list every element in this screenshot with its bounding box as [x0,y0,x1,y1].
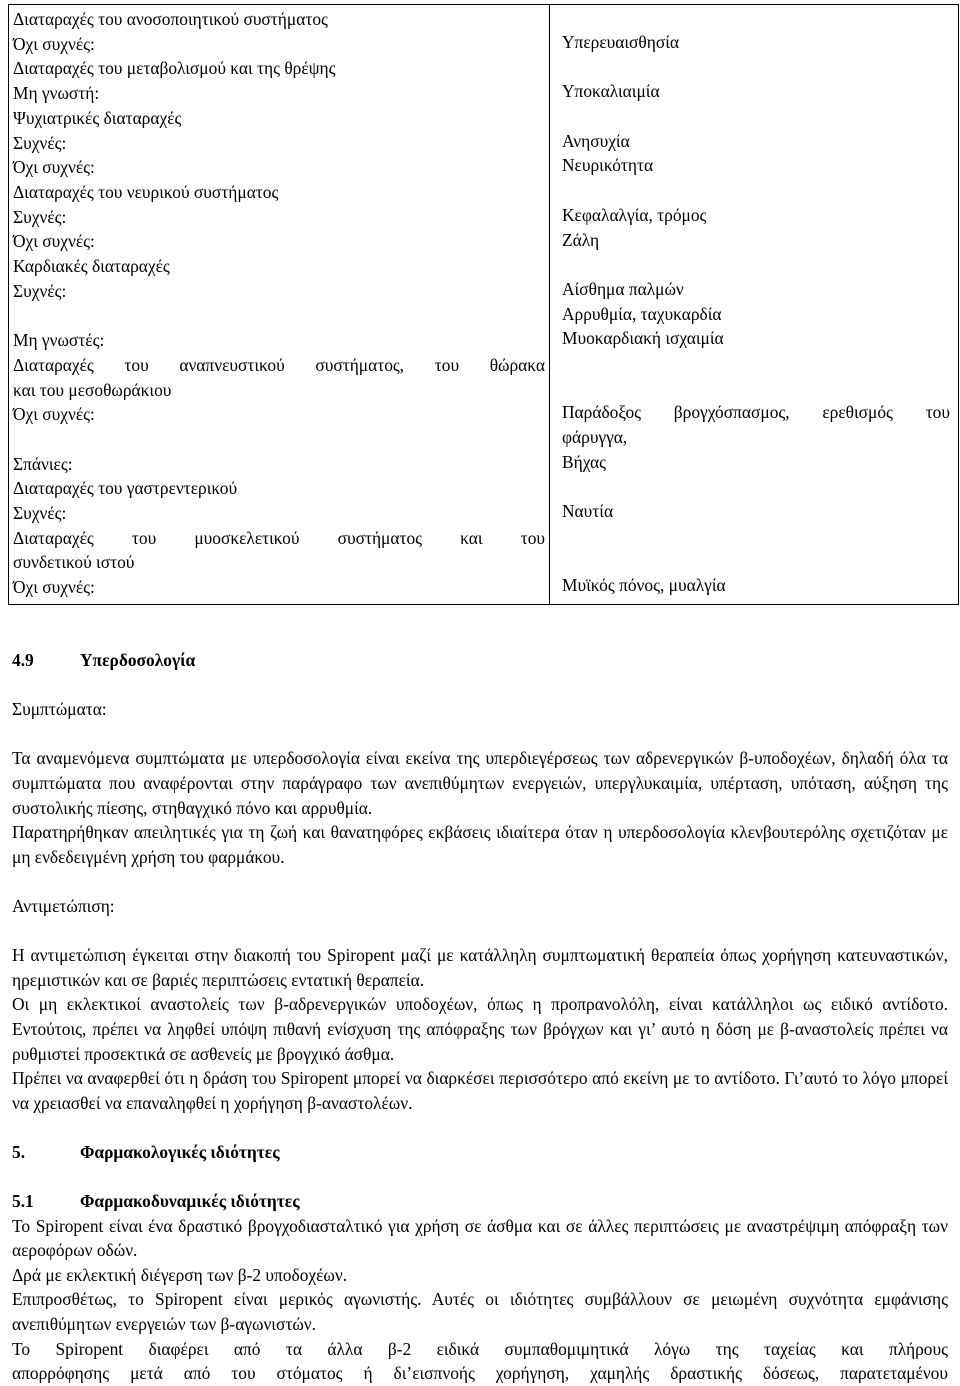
side-effects-table [8,4,959,605]
effect-item: Ναυτία [562,501,614,522]
effect-item: Υποκαλιαιμία [562,81,660,102]
treatment-paragraph-1: Η αντιμετώπιση έγκειται στην διακοπή του Spiropent μαζί με κατάλληλη συμπτωματική θεραπεία όπως χορήγηση κατευναστικών, ηρεμιστικών και σε βαριές περιπτώσεις εντατική θεραπεία. [12,945,948,990]
section-number: 4.9 [12,650,34,670]
frequency-label: Συχνές: [13,280,67,301]
frequency-label: Όχι συχνές: [13,404,95,425]
soc-metabolism: Διαταραχές του μεταβολισμού και της θρέψης [13,58,336,79]
frequency-label: Όχι συχνές: [13,33,95,54]
treatment-paragraph-2: Οι μη εκλεκτικοί αναστολείς των β-αδρενεργικών υποδοχέων, όπως η προπρανολόλη, είναι κατάλληλοι ως ειδικό αντίδοτο. Εντούτοις, πρέπει να ληφθεί υπόψη πιθανή ενίσχυση της απόφραξης των βρόγχων και γι’ αυτό η δόση με β-αναστολείς πρέπει να ρυθμιστεί προσεκτικά σε ασθενείς με βρογχικό άσθμα. [12,994,948,1064]
effect-item: Κεφαλαλγία, τρόμος [562,204,707,225]
symptoms-label: Συμπτώματα: [12,699,107,720]
pharmacodynamics-paragraph-3: Επιπροσθέτως, το Spiropent είναι μερικός αγωνιστής. Αυτές οι ιδιότητες συμβάλλουν σε μειωμένη συχνότητα εμφάνισης ανεπιθύμητων ενεργειών των β-αγωνιστών. [12,1289,948,1335]
pharmacodynamics-paragraph-2: Δρά με εκλεκτική διέγερση των β-2 υποδοχέων. [12,1264,348,1285]
soc-respiratory-cont: και του μεσοθωράκιου [13,379,172,400]
treatment-label: Αντιμετώπιση: [12,895,115,916]
soc-respiratory: Διαταραχές του αναπνευστικού συστήματος, του θώρακα [13,354,545,375]
effect-item: Υπερευαισθησία [562,32,679,52]
section-number: 5.1 [12,1191,34,1212]
frequency-label: Μη γνωστή: [13,83,100,104]
frequency-label: Συχνές: [13,132,67,153]
soc-nervous: Διαταραχές του νευρικού συστήματος [13,181,279,202]
soc-musculoskeletal-cont: συνδετικού ιστού [13,552,135,573]
section-title: Φαρμακοδυναμικές ιδιότητες [80,1191,300,1212]
soc-gastrointestinal: Διαταραχές του γαστρεντερικού [13,478,238,499]
effect-item: Ανησυχία [562,130,630,151]
soc-cardiac: Καρδιακές διαταραχές [13,256,170,277]
frequency-label: Μη γνωστές: [13,330,105,351]
effect-item: Μυοκαρδιακή ισχαιμία [562,328,724,349]
section-title: Φαρμακολογικές ιδιότητες [80,1141,280,1162]
pharmacodynamics-paragraph-4-cont: απορρόφησης μετά από του στόματος ή δι’εισπνοής χορήγηση, χαμηλής δραστικής δόσεως, παρατεταμένου [12,1363,948,1384]
frequency-label: Σπάνιες: [13,453,73,474]
symptoms-paragraph: Τα αναμενόμενα συμπτώματα με υπερδοσολογία είναι εκείνα της υπερδιεγέρσεως των αδρενεργικών β-υποδοχέων, δηλαδή όλα τα συμπτώματα που αναφέρονται στην παράγραφο των ανεπιθύμητων ενεργειών, υπεργλυκαιμία, υπέρταση, υπόταση, αύξηση της συστολικής πίεσης, στηθαγχικό πόνο και αρρυθμία. [12,748,948,818]
effect-item: Βήχας [562,451,607,472]
section-heading-4-9 [12,648,948,673]
section-number: 5. [12,1141,26,1162]
frequency-label: Όχι συχνές: [13,231,95,252]
frequency-label: Συχνές: [13,206,67,227]
frequency-label: Όχι συχνές: [13,157,95,178]
effect-item: Μυϊκός πόνος, μυαλγία [562,575,726,596]
effect-item: Αρρυθμία, ταχυκαρδία [562,303,722,324]
frequency-label: Συχνές: [13,503,67,524]
frequency-label: Όχι συχνές: [13,577,95,598]
pharmacodynamics-paragraph-1: Το Spiropent είναι ένα δραστικό βρογχοδιασταλτικό για χρήση σε άσθμα και σε άλλες περιπτώσεις με αναστρέψιμη απόφραξη των αεροφόρων οδών. [12,1215,948,1261]
effect-item: φάρυγγα, [562,427,628,448]
warning-paragraph: Παρατηρήθηκαν απειλητικές για τη ζωή και θανατηφόρες εκβάσεις ιδιαίτερα όταν η υπερδοσολογία κλενβουτερόλης σχετιζόταν με μη ενδεδειγμένη χρήση του φαρμάκου. [12,822,948,867]
effect-item: Αίσθημα παλμών [562,278,684,299]
side-effects-left-column [9,5,550,605]
pharmacodynamics-paragraph-4: Το Spiropent διαφέρει από τα άλλα β-2 ειδικά συμπαθομιμητικά λόγω της ταχείας και πλήρους [12,1338,948,1359]
effect-item: Ζάλη [562,229,600,250]
effect-item: Παράδοξος βρογχόσπασμος, ερεθισμός του [562,402,950,423]
soc-musculoskeletal: Διαταραχές του μυοσκελετικού συστήματος και του [13,527,545,548]
section-heading-5-1 [12,1189,948,1214]
section-title: Υπερδοσολογία [80,650,196,670]
soc-psychiatric: Ψυχιατρικές διαταραχές [13,107,182,128]
document-body [12,648,948,1386]
side-effects-right-column [550,5,959,605]
soc-immune: Διαταραχές του ανοσοποιητικού συστήματος [13,9,328,29]
treatment-paragraph-3: Πρέπει να αναφερθεί ότι η δράση του Spiropent μπορεί να διαρκέσει περισσότερο από εκείνη με το αντίδοτο. Γι’αυτό το λόγο μπορεί να χρειασθεί να επαναληφθεί η χορήγηση β-αναστολέων. [12,1068,948,1113]
effect-item: Νευρικότητα [562,155,654,176]
section-heading-5 [12,1140,948,1165]
